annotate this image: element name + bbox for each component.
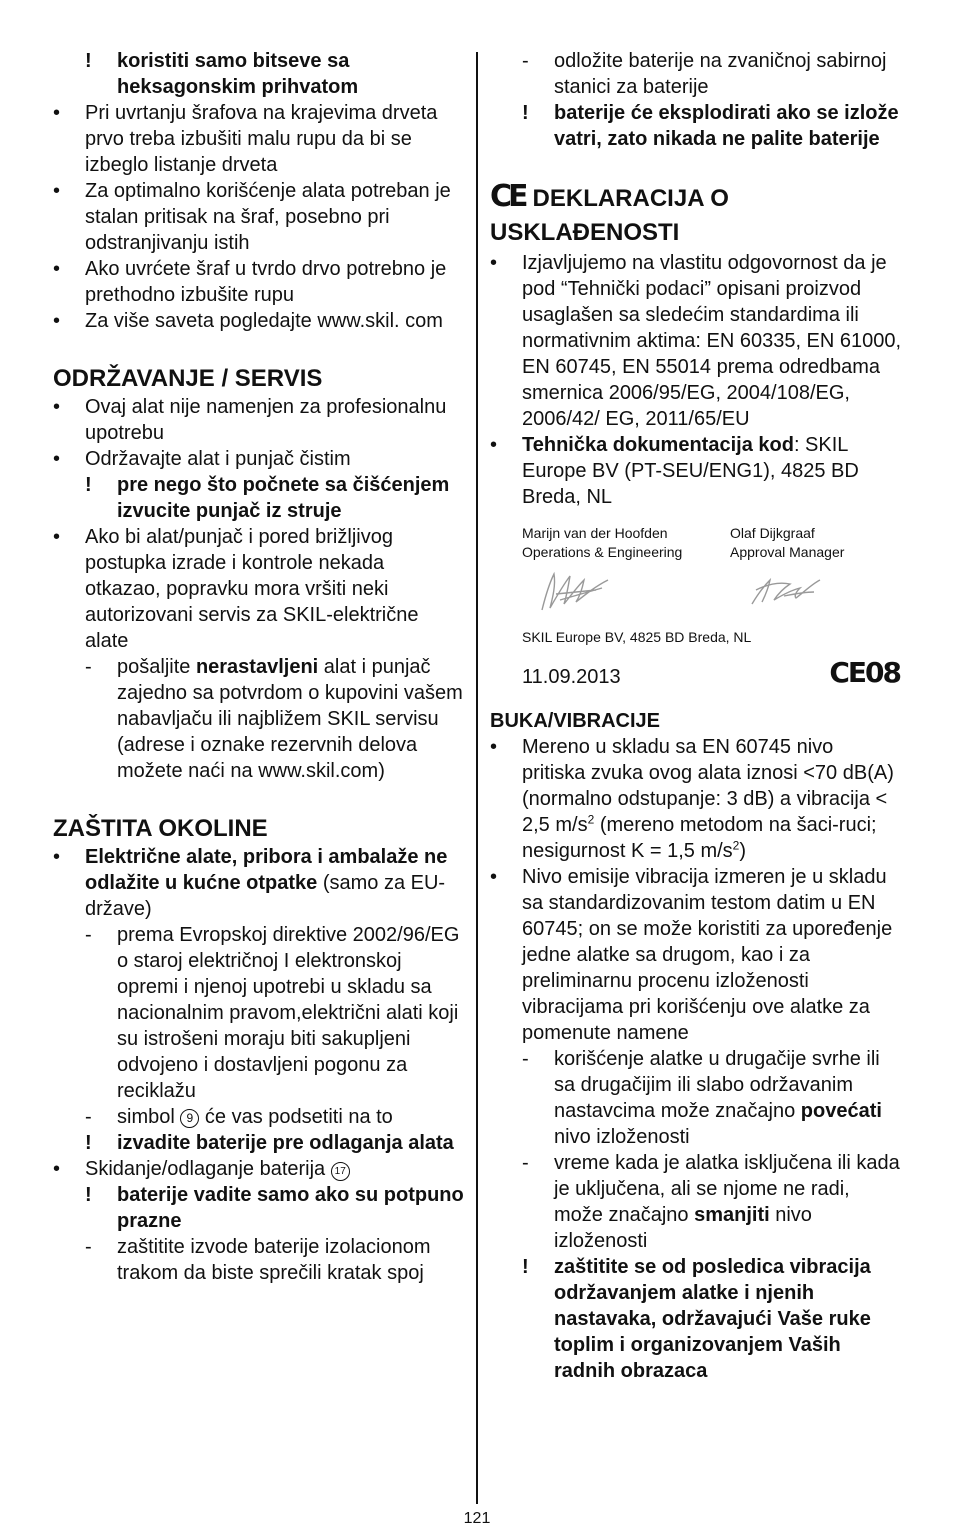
bullet-item: • Za optimalno korišćenje alata potreban je stalan pritisak na šraf, posebno pri odstranjivanju istih (53, 180, 451, 254)
column-divider (476, 52, 478, 1504)
section-heading-deklaracija: CE DEKLARACIJA O USKLAĐENOSTI (490, 179, 729, 246)
bullet-item: • Električne alate, pribora i ambalaže ne odlažite u kućne otpatke (samo za EU-države) (53, 846, 448, 920)
bullet-item: • Izjavljujemo na vlastitu odgovornost da je pod “Tehnički podaci” opisani proizvod usaglašen sa sledećim standardima ili normativnim aktima: EN 60335, EN 61000, EN 60745, EN 55014 prema odredbama smernica 2006/95/EG, 2004/108/EG, 2006/42/ EG, 2011/65/EU (490, 252, 902, 430)
bullet-item: • Skidanje/odlaganje baterija 17 (53, 1156, 465, 1182)
dash-item: - simbol 9 će vas podsetiti na to (85, 1106, 393, 1128)
bullet-item: • Nivo emisije vibracija izmeren je u skladu sa standardizovanim testom datim u EN 60745; on se može koristiti za upoređenje jedne alatke sa drugom, kao i za preliminarnu procenu izloženosti vibracijama pri korišćenju ove alatke za pomenute namene (490, 866, 893, 1044)
section-heading-odrzavanje: ODRŽAVANJE / SERVIS (53, 365, 323, 392)
page-number: 121 (463, 1510, 491, 1527)
warning-item: ! koristiti samo bitseve sa heksagonskim prihvatom (85, 50, 359, 98)
dash-item: - odložite baterije na zvaničnoj sabirnoj stanici za baterije (522, 50, 887, 98)
bullet-item: • Ako bi alat/punjač i pored brižljivog postupka izrade i kontrole nekada otkazao, popravku mora vršiti neki autorizovani servis za SKIL-električne alate (53, 526, 419, 652)
warning-item: ! baterije će eksplodirati ako se izlože vatri, zato nikada ne palite baterije (522, 102, 899, 150)
bullet-item: • Pri uvrtanju šrafova na krajevima drveta prvo treba izbušiti malu rupu da bi se izbeglo listanje drveta (53, 102, 438, 176)
dash-item: - prema Evropskoj direktive 2002/96/EG o staroj električnoj I elektronskoj opremi i njenoj upotrebi u skladu sa nacionalnim pravom,električni alati koji su istrošeni moraju biti sakupljeni odvojeno i dostavljeni pogonu za reciklažu (85, 924, 460, 1102)
signature-1-icon (536, 564, 616, 616)
section-heading-zastita: ZAŠTITA OKOLINE (53, 815, 268, 842)
bullet-item: • Ovaj alat nije namenjen za profesionalnu upotrebu (53, 396, 447, 444)
bullet-item: • Tehnička dokumentacija kod: SKIL Europe BV (PT-SEU/ENG1), 4825 BD Breda, NL (490, 434, 859, 508)
left-column (53, 48, 465, 1286)
warning-item: ! izvadite baterije pre odlaganja alata (85, 1132, 454, 1154)
callout-number-17: 17 (331, 1162, 350, 1181)
signatory-1: Marijn van der Hoofden Operations & Engineering (522, 525, 683, 560)
warning-item: ! zaštitite se od posledica vibracija održavanjem alatke i njenih nastavaka, održavajući Vaše ruke toplim i organizovanjem Vaših radnih obrazaca (522, 1256, 871, 1382)
dash-item: - zaštitite izvode baterije izolacionom trakom da biste sprečili kratak spoj (85, 1236, 431, 1284)
warning-item: ! pre nego što počnete sa čišćenjem izvucite punjač iz struje (85, 474, 450, 522)
signatory-2: Olaf Dijkgraaf Approval Manager (730, 525, 845, 560)
ce-mark-icon: CE (490, 179, 525, 214)
date-row: 11.09.2013 CE08 (522, 656, 900, 689)
bullet-item: • Mereno u skladu sa EN 60745 nivo pritiska zvuka ovog alata iznosi <70 dB(A) (normalno odstupanje: 3 dB) a vibracija < 2,5 $m/s^2$ (mereno metodom na šaci-ruci; nesigurnost K = 1,5 $m/s^2$) (490, 736, 894, 862)
right-column (490, 48, 902, 1384)
section-heading-buka: BUKA/VIBRACIJE (490, 710, 661, 732)
signature-block: Marijn van der Hoofden Operations & Engineering Olaf Dijkgraaf Approval Manager SKIL Europe BV, 4825 BD Breda, NL (522, 525, 845, 645)
warning-item: ! baterije vadite samo ako su potpuno prazne (85, 1184, 464, 1232)
ce08-mark-icon: CE08 (829, 656, 900, 689)
callout-number-9: 9 (180, 1109, 199, 1128)
bullet-item: • Održavajte alat i punjač čistim (53, 448, 351, 470)
bullet-item: • Ako uvrćete šraf u tvrdo drvo potrebno je prethodno izbušite rupu (53, 258, 447, 306)
dash-item: - pošaljite nerastavljeni alat i punjač zajedno sa potvrdom o kupovini vašem nabavljaču ili najbližem SKIL servisu (adrese i oznake rezervnih delova možete naći na www.skil.com) (85, 656, 463, 782)
bullet-item: • Za više saveta pogledajte www.skil. com (53, 310, 443, 332)
dash-item: - vreme kada je alatka isključena ili kada je uključena, ali se njome ne radi, može značajno smanjiti nivo izloženosti (522, 1152, 900, 1252)
dash-item: - korišćenje alatke u drugačije svrhe ili sa drugačijim ili slabo održavanim nastavcima može značajno povećati nivo izloženosti (522, 1048, 882, 1148)
signature-2-icon (744, 570, 824, 610)
